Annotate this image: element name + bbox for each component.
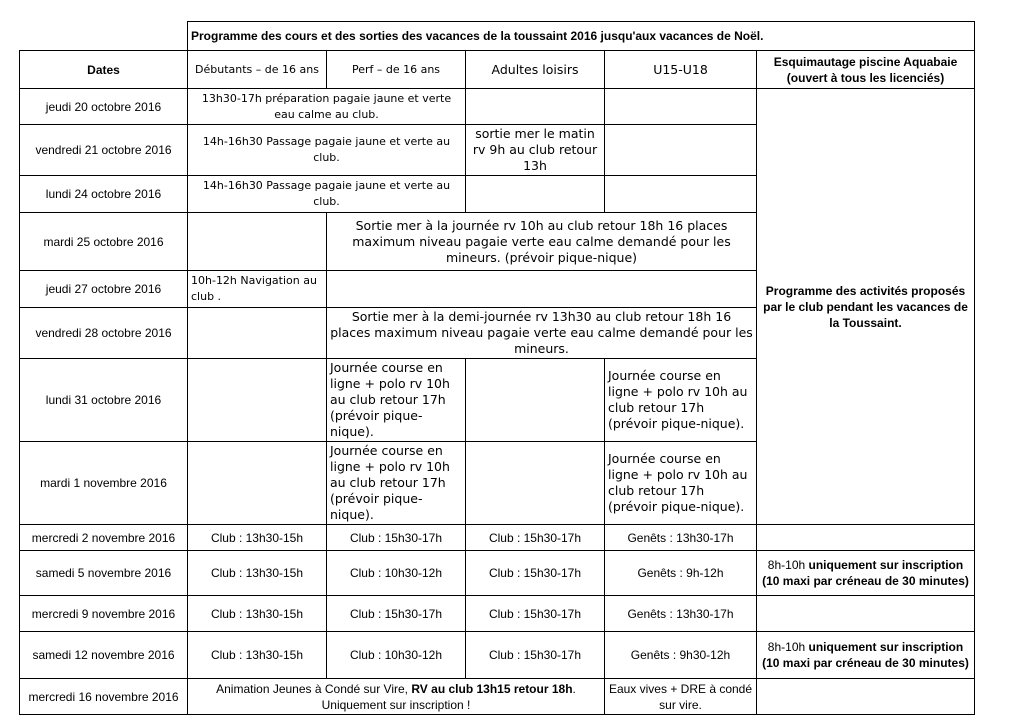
- header-perf: Perf – de 16 ans: [327, 51, 466, 89]
- empty-cell: [466, 89, 605, 125]
- empty-cell: [188, 308, 327, 359]
- slot-time: 8h-10h: [767, 558, 806, 572]
- date-cell: mercredi 16 novembre 2016: [20, 679, 188, 715]
- header-debutants: Débutants – de 16 ans: [188, 51, 327, 89]
- empty-cell: [466, 176, 605, 213]
- slot-note: uniquement sur inscription: [805, 640, 964, 654]
- activity-cell: Club : 10h30-12h: [327, 632, 466, 679]
- activity-cell: Club : 15h30-17h: [466, 596, 605, 632]
- date-cell: lundi 31 octobre 2016: [20, 359, 188, 442]
- empty-cell: [605, 125, 757, 176]
- esquimautage-note: Programme des activités proposés par le club pendant les vacances de la Toussaint.: [757, 89, 975, 525]
- empty-cell: [605, 176, 757, 213]
- empty-cell: [188, 442, 327, 525]
- animation-signup: Uniquement sur inscription !: [321, 697, 471, 712]
- empty-cell: [757, 679, 975, 715]
- activity-cell: Journée course en ligne + polo rv 10h au club retour 17h (prévoir pique-nique).: [327, 442, 466, 525]
- slot-note: uniquement sur inscription: [805, 558, 964, 572]
- activity-cell: Eaux vives + DRE à condé sur vire.: [605, 679, 757, 715]
- date-cell: jeudi 27 octobre 2016: [20, 271, 188, 308]
- page-title: Programme des cours et des sorties des vacances de la toussaint 2016 jusqu'aux vacances de Noël.: [188, 22, 975, 51]
- activity-cell: Club : 15h30-17h: [327, 596, 466, 632]
- empty-cell: [605, 89, 757, 125]
- empty-cell: [757, 525, 975, 551]
- activity-cell: Club : 13h30-15h: [188, 632, 327, 679]
- activity-cell: Journée course en ligne + polo rv 10h au club retour 17h (prévoir pique-nique).: [327, 359, 466, 442]
- activity-cell: Genêts : 13h30-17h: [605, 596, 757, 632]
- date-cell: mardi 25 octobre 2016: [20, 213, 188, 271]
- activity-cell: Club : 15h30-17h: [466, 632, 605, 679]
- date-cell: vendredi 21 octobre 2016: [20, 125, 188, 176]
- esquimautage-slot: [757, 632, 975, 679]
- activity-cell: 13h30-17h préparation pagaie jaune et verte eau calme au club.: [188, 89, 466, 125]
- empty-cell: [188, 359, 327, 442]
- animation-text: Animation Jeunes à Condé sur Vire,: [216, 681, 412, 696]
- header-dates: Dates: [20, 51, 188, 89]
- activity-cell: Club : 15h30-17h: [466, 525, 605, 551]
- schedule-table: [19, 21, 975, 715]
- header-adultes: Adultes loisirs: [466, 51, 605, 89]
- empty-cell: [466, 359, 605, 442]
- date-cell: samedi 12 novembre 2016: [20, 632, 188, 679]
- header-esquimautage: Esquimautage piscine Aquabaie (ouvert à tous les licenciés): [757, 51, 975, 89]
- empty-cell: [327, 271, 757, 308]
- animation-period: .: [572, 681, 576, 696]
- date-cell: lundi 24 octobre 2016: [20, 176, 188, 213]
- animation-cell: [188, 679, 605, 715]
- header-u15: U15-U18: [605, 51, 757, 89]
- slot-capacity: (10 maxi par créneau de 30 minutes): [762, 574, 969, 588]
- activity-cell: Journée course en ligne + polo rv 10h au club retour 17h (prévoir pique-nique).: [605, 442, 757, 525]
- empty-cell: [188, 213, 327, 271]
- date-cell: jeudi 20 octobre 2016: [20, 89, 188, 125]
- activity-cell: 14h-16h30 Passage pagaie jaune et verte au club.: [188, 176, 466, 213]
- date-cell: vendredi 28 octobre 2016: [20, 308, 188, 359]
- esquimautage-slot: [757, 551, 975, 596]
- activity-cell: Genêts : 9h30-12h: [605, 632, 757, 679]
- activity-cell: Club : 13h30-15h: [188, 596, 327, 632]
- date-cell: mardi 1 novembre 2016: [20, 442, 188, 525]
- activity-cell: Journée course en ligne + polo rv 10h au club retour 17h (prévoir pique-nique).: [605, 359, 757, 442]
- activity-cell: Club : 13h30-15h: [188, 551, 327, 596]
- date-cell: mercredi 2 novembre 2016: [20, 525, 188, 551]
- animation-rv: RV au club 13h15 retour 18h: [411, 681, 573, 696]
- empty-cell: [466, 442, 605, 525]
- empty-cell: [757, 596, 975, 632]
- activity-cell: Club : 13h30-15h: [188, 525, 327, 551]
- activity-cell: Genêts : 9h-12h: [605, 551, 757, 596]
- activity-cell: Sortie mer à la journée rv 10h au club retour 18h 16 places maximum niveau pagaie verte eau calme demandé pour les mineurs. (prévoir pique-nique): [327, 213, 757, 271]
- activity-cell: Club : 15h30-17h: [327, 525, 466, 551]
- activity-cell: sortie mer le matin rv 9h au club retour 13h: [466, 125, 605, 176]
- activity-cell: Sortie mer à la demi-journée rv 13h30 au club retour 18h 16 places maximum niveau pagaie verte eau calme demandé pour les mineurs.: [327, 308, 757, 359]
- corner-blank: [20, 22, 188, 51]
- date-cell: mercredi 9 novembre 2016: [20, 596, 188, 632]
- slot-capacity: (10 maxi par créneau de 30 minutes): [762, 656, 969, 670]
- activity-cell: 10h-12h Navigation au club .: [188, 271, 327, 308]
- activity-cell: Genêts : 13h30-17h: [605, 525, 757, 551]
- date-cell: samedi 5 novembre 2016: [20, 551, 188, 596]
- activity-cell: 14h-16h30 Passage pagaie jaune et verte au club.: [188, 125, 466, 176]
- activity-cell: Club : 10h30-12h: [327, 551, 466, 596]
- slot-time: 8h-10h: [767, 640, 806, 654]
- activity-cell: Club : 15h30-17h: [466, 551, 605, 596]
